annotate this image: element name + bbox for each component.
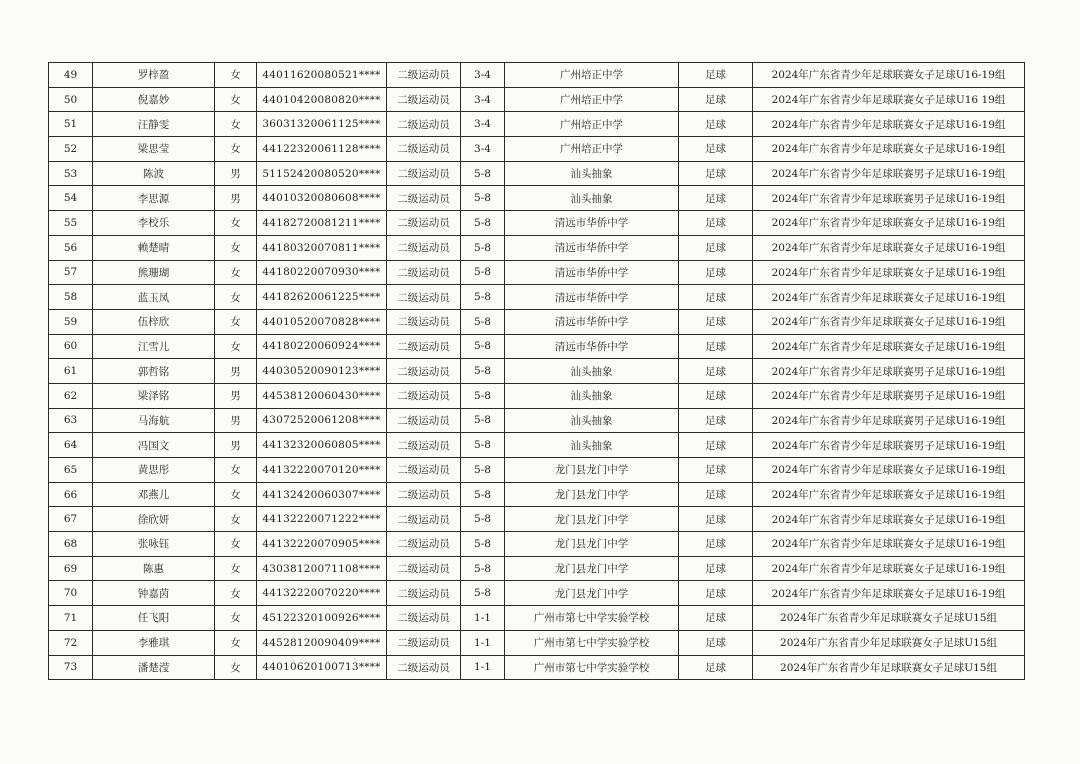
athlete-name-cell: 任飞阳	[93, 606, 215, 631]
row-number-cell: 66	[49, 482, 93, 507]
placement-cell: 1-1	[461, 630, 505, 655]
row-number-cell: 56	[49, 235, 93, 260]
placement-cell: 3-4	[461, 87, 505, 112]
athlete-roster-table	[48, 62, 1025, 680]
id-number-cell: 44182620061225****	[257, 285, 387, 310]
row-number-cell: 67	[49, 507, 93, 532]
sport-cell: 足球	[679, 260, 753, 285]
id-number-cell: 44122320061128****	[257, 137, 387, 162]
athlete-level-cell: 二级运动员	[387, 137, 461, 162]
placement-cell: 5-8	[461, 285, 505, 310]
sport-cell: 足球	[679, 556, 753, 581]
school-cell: 清远市华侨中学	[505, 309, 679, 334]
athlete-name-cell: 徐欣妍	[93, 507, 215, 532]
id-number-cell: 45122320100926****	[257, 606, 387, 631]
table-row	[49, 532, 1025, 557]
table-row	[49, 408, 1025, 433]
gender-cell: 女	[215, 581, 257, 606]
athlete-level-cell: 二级运动员	[387, 458, 461, 483]
athlete-level-cell: 二级运动员	[387, 211, 461, 236]
school-cell: 广州培正中学	[505, 112, 679, 137]
gender-cell: 男	[215, 186, 257, 211]
sport-cell: 足球	[679, 63, 753, 88]
sport-cell: 足球	[679, 532, 753, 557]
competition-cell: 2024年广东省青少年足球联赛女子足球U15组	[753, 655, 1025, 680]
school-cell: 汕头抽象	[505, 186, 679, 211]
athlete-name-cell: 汪静雯	[93, 112, 215, 137]
school-cell: 清远市华侨中学	[505, 211, 679, 236]
id-number-cell: 44180220070930****	[257, 260, 387, 285]
competition-cell: 2024年广东省青少年足球联赛女子足球U16-19组	[753, 482, 1025, 507]
id-number-cell: 44528120090409****	[257, 630, 387, 655]
placement-cell: 5-8	[461, 211, 505, 236]
table-row	[49, 63, 1025, 88]
placement-cell: 3-4	[461, 63, 505, 88]
placement-cell: 5-8	[461, 433, 505, 458]
competition-cell: 2024年广东省青少年足球联赛男子足球U16-19组	[753, 433, 1025, 458]
athlete-name-cell: 江雪儿	[93, 334, 215, 359]
competition-cell: 2024年广东省青少年足球联赛女子足球U16-19组	[753, 260, 1025, 285]
row-number-cell: 61	[49, 359, 93, 384]
athlete-level-cell: 二级运动员	[387, 87, 461, 112]
athlete-level-cell: 二级运动员	[387, 359, 461, 384]
id-number-cell: 44132220071222****	[257, 507, 387, 532]
gender-cell: 女	[215, 260, 257, 285]
sport-cell: 足球	[679, 112, 753, 137]
athlete-level-cell: 二级运动员	[387, 556, 461, 581]
sport-cell: 足球	[679, 211, 753, 236]
athlete-name-cell: 马海航	[93, 408, 215, 433]
table-row	[49, 655, 1025, 680]
table-row	[49, 383, 1025, 408]
gender-cell: 男	[215, 433, 257, 458]
athlete-level-cell: 二级运动员	[387, 581, 461, 606]
school-cell: 清远市华侨中学	[505, 334, 679, 359]
athlete-level-cell: 二级运动员	[387, 606, 461, 631]
competition-cell: 2024年广东省青少年足球联赛女子足球U16-19组	[753, 309, 1025, 334]
athlete-level-cell: 二级运动员	[387, 655, 461, 680]
row-number-cell: 50	[49, 87, 93, 112]
competition-cell: 2024年广东省青少年足球联赛男子足球U16-19组	[753, 359, 1025, 384]
roster-body	[49, 63, 1025, 680]
athlete-name-cell: 李思源	[93, 186, 215, 211]
athlete-level-cell: 二级运动员	[387, 408, 461, 433]
table-row	[49, 482, 1025, 507]
id-number-cell: 44180220060924****	[257, 334, 387, 359]
placement-cell: 5-8	[461, 161, 505, 186]
gender-cell: 女	[215, 63, 257, 88]
placement-cell: 5-8	[461, 532, 505, 557]
school-cell: 广州培正中学	[505, 87, 679, 112]
sport-cell: 足球	[679, 285, 753, 310]
placement-cell: 5-8	[461, 408, 505, 433]
school-cell: 龙门县龙门中学	[505, 581, 679, 606]
table-row	[49, 581, 1025, 606]
school-cell: 清远市华侨中学	[505, 285, 679, 310]
placement-cell: 5-8	[461, 556, 505, 581]
table-row	[49, 260, 1025, 285]
table-row	[49, 606, 1025, 631]
table-row	[49, 137, 1025, 162]
id-number-cell: 44132320060805****	[257, 433, 387, 458]
id-number-cell: 44132220070220****	[257, 581, 387, 606]
placement-cell: 5-8	[461, 186, 505, 211]
school-cell: 龙门县龙门中学	[505, 556, 679, 581]
id-number-cell: 43072520061208****	[257, 408, 387, 433]
gender-cell: 女	[215, 309, 257, 334]
sport-cell: 足球	[679, 482, 753, 507]
id-number-cell: 44132220070905****	[257, 532, 387, 557]
placement-cell: 5-8	[461, 383, 505, 408]
gender-cell: 女	[215, 87, 257, 112]
id-number-cell: 44010620100713****	[257, 655, 387, 680]
athlete-level-cell: 二级运动员	[387, 334, 461, 359]
gender-cell: 女	[215, 482, 257, 507]
row-number-cell: 58	[49, 285, 93, 310]
athlete-name-cell: 蓝玉凤	[93, 285, 215, 310]
competition-cell: 2024年广东省青少年足球联赛女子足球U16-19组	[753, 285, 1025, 310]
school-cell: 广州培正中学	[505, 63, 679, 88]
id-number-cell: 44538120060430****	[257, 383, 387, 408]
sport-cell: 足球	[679, 87, 753, 112]
athlete-name-cell: 熊珊瑚	[93, 260, 215, 285]
competition-cell: 2024年广东省青少年足球联赛女子足球U16-19组	[753, 458, 1025, 483]
school-cell: 汕头抽象	[505, 383, 679, 408]
athlete-name-cell: 张咏钰	[93, 532, 215, 557]
table-row	[49, 87, 1025, 112]
table-row	[49, 433, 1025, 458]
sport-cell: 足球	[679, 606, 753, 631]
school-cell: 广州市第七中学实验学校	[505, 606, 679, 631]
placement-cell: 1-1	[461, 655, 505, 680]
competition-cell: 2024年广东省青少年足球联赛女子足球U16 19组	[753, 87, 1025, 112]
sport-cell: 足球	[679, 359, 753, 384]
athlete-level-cell: 二级运动员	[387, 63, 461, 88]
sport-cell: 足球	[679, 137, 753, 162]
athlete-level-cell: 二级运动员	[387, 112, 461, 137]
id-number-cell: 36031320061125****	[257, 112, 387, 137]
gender-cell: 女	[215, 334, 257, 359]
table-row	[49, 507, 1025, 532]
athlete-level-cell: 二级运动员	[387, 235, 461, 260]
competition-cell: 2024年广东省青少年足球联赛女子足球U16-19组	[753, 556, 1025, 581]
placement-cell: 5-8	[461, 235, 505, 260]
gender-cell: 女	[215, 507, 257, 532]
sport-cell: 足球	[679, 408, 753, 433]
competition-cell: 2024年广东省青少年足球联赛男子足球U16-19组	[753, 408, 1025, 433]
id-number-cell: 44030520090123****	[257, 359, 387, 384]
gender-cell: 女	[215, 630, 257, 655]
athlete-name-cell: 陈惠	[93, 556, 215, 581]
table-row	[49, 235, 1025, 260]
athlete-level-cell: 二级运动员	[387, 532, 461, 557]
school-cell: 龙门县龙门中学	[505, 458, 679, 483]
id-number-cell: 44182720081211****	[257, 211, 387, 236]
sport-cell: 足球	[679, 161, 753, 186]
competition-cell: 2024年广东省青少年足球联赛女子足球U16-19组	[753, 137, 1025, 162]
athlete-name-cell: 郭哲铭	[93, 359, 215, 384]
school-cell: 汕头抽象	[505, 359, 679, 384]
id-number-cell: 44180320070811****	[257, 235, 387, 260]
athlete-name-cell: 冯国文	[93, 433, 215, 458]
athlete-name-cell: 罗梓盈	[93, 63, 215, 88]
table-row	[49, 309, 1025, 334]
school-cell: 汕头抽象	[505, 408, 679, 433]
placement-cell: 5-8	[461, 482, 505, 507]
school-cell: 广州市第七中学实验学校	[505, 630, 679, 655]
row-number-cell: 72	[49, 630, 93, 655]
athlete-name-cell: 李雅琪	[93, 630, 215, 655]
gender-cell: 女	[215, 655, 257, 680]
table-row	[49, 211, 1025, 236]
row-number-cell: 55	[49, 211, 93, 236]
sport-cell: 足球	[679, 334, 753, 359]
row-number-cell: 70	[49, 581, 93, 606]
athlete-level-cell: 二级运动员	[387, 309, 461, 334]
athlete-name-cell: 黄思彤	[93, 458, 215, 483]
gender-cell: 女	[215, 137, 257, 162]
athlete-level-cell: 二级运动员	[387, 383, 461, 408]
table-row	[49, 458, 1025, 483]
competition-cell: 2024年广东省青少年足球联赛女子足球U16-19组	[753, 532, 1025, 557]
competition-cell: 2024年广东省青少年足球联赛女子足球U16-19组	[753, 235, 1025, 260]
table-row	[49, 556, 1025, 581]
id-number-cell: 44010320080608****	[257, 186, 387, 211]
placement-cell: 3-4	[461, 112, 505, 137]
school-cell: 清远市华侨中学	[505, 235, 679, 260]
sport-cell: 足球	[679, 309, 753, 334]
athlete-level-cell: 二级运动员	[387, 433, 461, 458]
id-number-cell: 51152420080520****	[257, 161, 387, 186]
school-cell: 汕头抽象	[505, 161, 679, 186]
gender-cell: 女	[215, 532, 257, 557]
athlete-name-cell: 钟嘉茵	[93, 581, 215, 606]
sport-cell: 足球	[679, 235, 753, 260]
table-row	[49, 161, 1025, 186]
school-cell: 广州市第七中学实验学校	[505, 655, 679, 680]
competition-cell: 2024年广东省青少年足球联赛女子足球U16-19组	[753, 211, 1025, 236]
competition-cell: 2024年广东省青少年足球联赛女子足球U15组	[753, 630, 1025, 655]
school-cell: 清远市华侨中学	[505, 260, 679, 285]
table-row	[49, 630, 1025, 655]
sport-cell: 足球	[679, 433, 753, 458]
competition-cell: 2024年广东省青少年足球联赛女子足球U16-19组	[753, 63, 1025, 88]
athlete-level-cell: 二级运动员	[387, 482, 461, 507]
competition-cell: 2024年广东省青少年足球联赛女子足球U15组	[753, 606, 1025, 631]
athlete-name-cell: 邓燕儿	[93, 482, 215, 507]
gender-cell: 女	[215, 112, 257, 137]
competition-cell: 2024年广东省青少年足球联赛女子足球U16-19组	[753, 507, 1025, 532]
athlete-level-cell: 二级运动员	[387, 161, 461, 186]
id-number-cell: 44010420080820****	[257, 87, 387, 112]
school-cell: 龙门县龙门中学	[505, 532, 679, 557]
placement-cell: 5-8	[461, 359, 505, 384]
row-number-cell: 49	[49, 63, 93, 88]
competition-cell: 2024年广东省青少年足球联赛男子足球U16-19组	[753, 186, 1025, 211]
gender-cell: 女	[215, 235, 257, 260]
placement-cell: 5-8	[461, 507, 505, 532]
sport-cell: 足球	[679, 630, 753, 655]
sport-cell: 足球	[679, 581, 753, 606]
gender-cell: 男	[215, 359, 257, 384]
placement-cell: 5-8	[461, 334, 505, 359]
table-row	[49, 285, 1025, 310]
athlete-name-cell: 李校乐	[93, 211, 215, 236]
row-number-cell: 54	[49, 186, 93, 211]
sport-cell: 足球	[679, 507, 753, 532]
table-row	[49, 334, 1025, 359]
placement-cell: 5-8	[461, 260, 505, 285]
row-number-cell: 65	[49, 458, 93, 483]
sport-cell: 足球	[679, 655, 753, 680]
row-number-cell: 69	[49, 556, 93, 581]
id-number-cell: 43038120071108****	[257, 556, 387, 581]
athlete-level-cell: 二级运动员	[387, 260, 461, 285]
row-number-cell: 57	[49, 260, 93, 285]
row-number-cell: 60	[49, 334, 93, 359]
id-number-cell: 44132420060307****	[257, 482, 387, 507]
competition-cell: 2024年广东省青少年足球联赛女子足球U16-19组	[753, 112, 1025, 137]
row-number-cell: 62	[49, 383, 93, 408]
gender-cell: 女	[215, 458, 257, 483]
gender-cell: 男	[215, 383, 257, 408]
athlete-name-cell: 陈波	[93, 161, 215, 186]
id-number-cell: 44132220070120****	[257, 458, 387, 483]
row-number-cell: 73	[49, 655, 93, 680]
row-number-cell: 63	[49, 408, 93, 433]
row-number-cell: 71	[49, 606, 93, 631]
row-number-cell: 52	[49, 137, 93, 162]
row-number-cell: 64	[49, 433, 93, 458]
gender-cell: 女	[215, 285, 257, 310]
table-row	[49, 359, 1025, 384]
row-number-cell: 59	[49, 309, 93, 334]
competition-cell: 2024年广东省青少年足球联赛女子足球U16-19组	[753, 581, 1025, 606]
competition-cell: 2024年广东省青少年足球联赛女子足球U16-19组	[753, 334, 1025, 359]
placement-cell: 5-8	[461, 309, 505, 334]
school-cell: 广州培正中学	[505, 137, 679, 162]
athlete-name-cell: 潘楚滢	[93, 655, 215, 680]
athlete-name-cell: 伍梓欣	[93, 309, 215, 334]
row-number-cell: 53	[49, 161, 93, 186]
athlete-name-cell: 梁泽铭	[93, 383, 215, 408]
id-number-cell: 44011620080521****	[257, 63, 387, 88]
gender-cell: 女	[215, 211, 257, 236]
sport-cell: 足球	[679, 458, 753, 483]
row-number-cell: 68	[49, 532, 93, 557]
gender-cell: 男	[215, 408, 257, 433]
placement-cell: 3-4	[461, 137, 505, 162]
placement-cell: 1-1	[461, 606, 505, 631]
athlete-name-cell: 梁思莹	[93, 137, 215, 162]
athlete-level-cell: 二级运动员	[387, 630, 461, 655]
table-row	[49, 186, 1025, 211]
school-cell: 汕头抽象	[505, 433, 679, 458]
athlete-name-cell: 赖楚晴	[93, 235, 215, 260]
id-number-cell: 44010520070828****	[257, 309, 387, 334]
row-number-cell: 51	[49, 112, 93, 137]
gender-cell: 女	[215, 606, 257, 631]
table-row	[49, 112, 1025, 137]
athlete-level-cell: 二级运动员	[387, 285, 461, 310]
sport-cell: 足球	[679, 383, 753, 408]
athlete-name-cell: 倪嘉妙	[93, 87, 215, 112]
athlete-level-cell: 二级运动员	[387, 507, 461, 532]
gender-cell: 女	[215, 556, 257, 581]
sport-cell: 足球	[679, 186, 753, 211]
competition-cell: 2024年广东省青少年足球联赛男子足球U16-19组	[753, 383, 1025, 408]
athlete-level-cell: 二级运动员	[387, 186, 461, 211]
placement-cell: 5-8	[461, 581, 505, 606]
placement-cell: 5-8	[461, 458, 505, 483]
school-cell: 龙门县龙门中学	[505, 482, 679, 507]
school-cell: 龙门县龙门中学	[505, 507, 679, 532]
competition-cell: 2024年广东省青少年足球联赛男子足球U16-19组	[753, 161, 1025, 186]
gender-cell: 男	[215, 161, 257, 186]
